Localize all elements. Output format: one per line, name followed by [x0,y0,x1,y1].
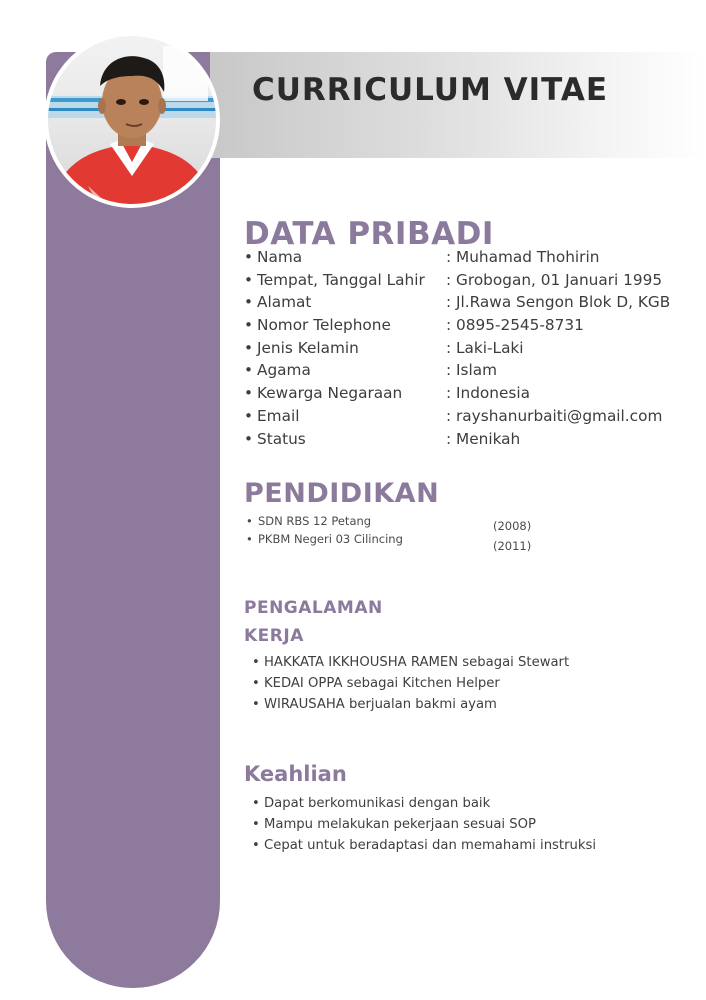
profile-photo-frame [44,32,220,208]
section-heading-experience: PENGALAMAN KERJA [244,598,383,646]
section-heading-skills: Keahlian [244,762,347,786]
education-year: (2011) [493,539,532,553]
profile-photo-image [48,36,216,204]
section-heading-personal: DATA PRIBADI [244,216,494,252]
education-year: (2008) [493,519,532,533]
education-years [493,519,531,559]
section-heading-education: PENDIDIKAN [244,478,440,509]
profile-photo [48,36,216,204]
page-title: CURRICULUM VITAE [252,72,609,108]
